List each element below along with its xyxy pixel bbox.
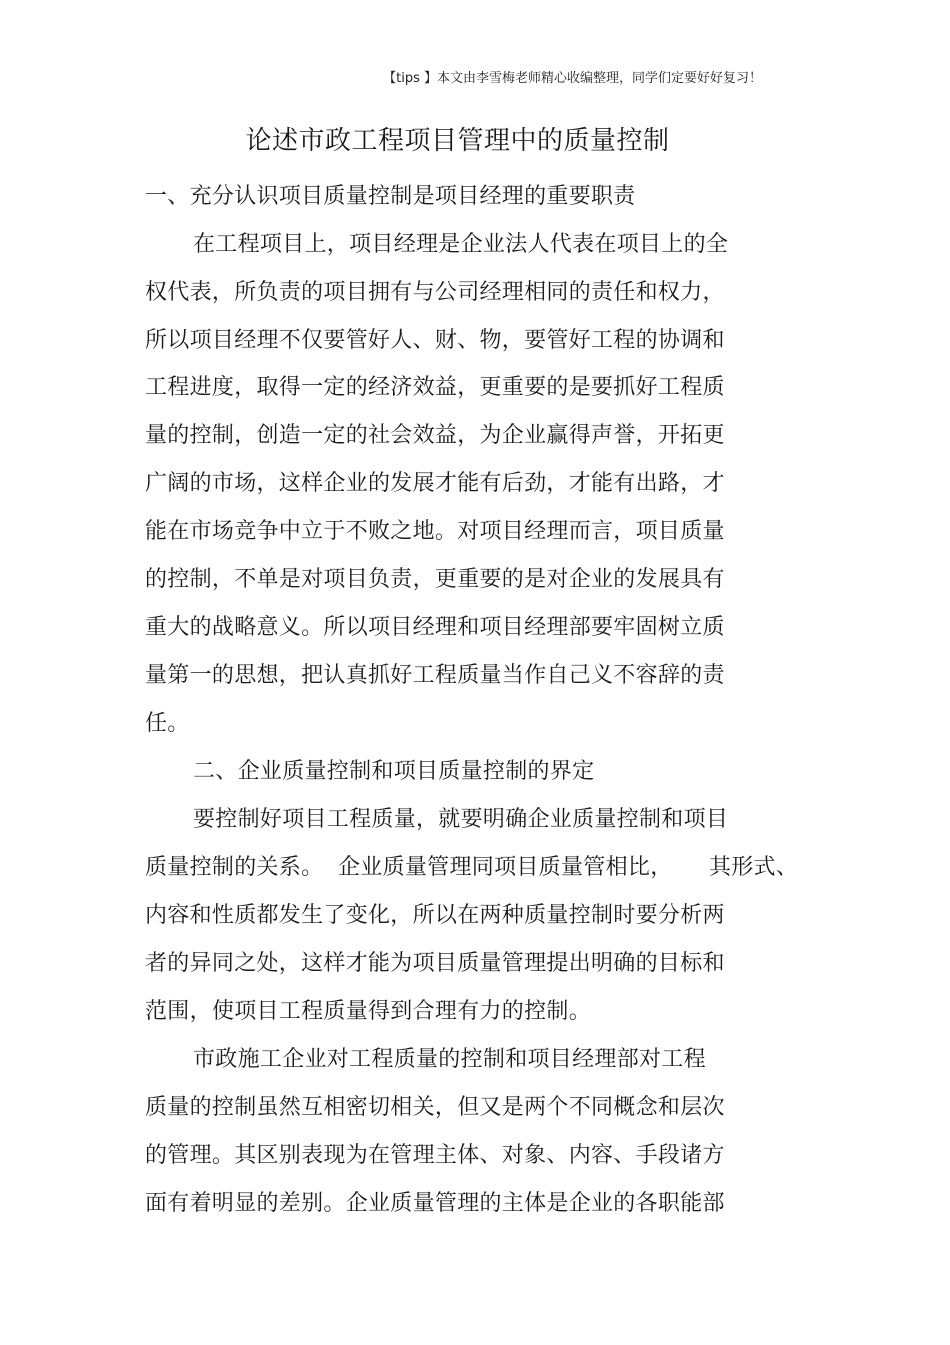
paragraph-2-line: 要控制好项目工程质量，就要明确企业质量控制和项目 xyxy=(193,807,729,832)
paragraph-1-line: 广阔的市场，这样企业的发展才能有后劲，才能有出路，才 xyxy=(145,471,725,496)
paragraph-3-line: 质量的控制虽然互相密切相关，但又是两个不同概念和层次 xyxy=(145,1095,725,1120)
section-heading-1: 一、充分认识项目质量控制是项目经理的重要职责 xyxy=(145,184,636,209)
paragraph-3-line: 的管理。其区别表现为在管理主体、对象、内容、手段诸方 xyxy=(145,1143,725,1168)
tips-note: 【tips 】本文由李雪梅老师精心收编整理，同学们定要好好复习！ xyxy=(383,71,762,86)
paragraph-1-line: 在工程项目上，项目经理是企业法人代表在项目上的全 xyxy=(193,232,729,257)
paragraph-2-line: 者的异同之处，这样才能为项目质量管理提出明确的目标和 xyxy=(145,951,725,976)
paragraph-2-line: 范围，使项目工程质量得到合理有力的控制。 xyxy=(145,999,592,1024)
paragraph-2-line: 内容和性质都发生了变化，所以在两种质量控制时要分析两 xyxy=(145,903,725,928)
paragraph-1-line: 权代表，所负责的项目拥有与公司经理相同的责任和权力， xyxy=(145,280,725,305)
paragraph-1-line: 量的控制，创造一定的社会效益，为企业赢得声誉，开拓更 xyxy=(145,423,725,448)
paragraph-1-line: 任。 xyxy=(145,711,190,736)
paragraph-3-line: 市政施工企业对工程质量的控制和项目经理部对工程 xyxy=(193,1047,706,1072)
paragraph-1-line: 重大的战略意义。所以项目经理和项目经理部要牢固树立质 xyxy=(145,615,725,640)
paragraph-1-line: 能在市场竞争中立于不败之地。对项目经理而言，项目质量 xyxy=(145,519,725,544)
paragraph-1-line: 的控制，不单是对项目负责，更重要的是对企业的发展具有 xyxy=(145,567,725,592)
paragraph-1-line: 所以项目经理不仅要管好人、财、物，要管好工程的协调和 xyxy=(145,328,725,353)
section-heading-2: 二、企业质量控制和项目质量控制的界定 xyxy=(193,759,595,784)
document-title: 论述市政工程项目管理中的质量控制 xyxy=(245,126,670,156)
paragraph-2-line: 质量控制的关系。 企业质量管理同项目质量管相比， 其形式、 xyxy=(145,855,799,880)
paragraph-1-line: 量第一的思想，把认真抓好工程质量当作自己义不容辞的责 xyxy=(145,663,725,688)
paragraph-3-line: 面有着明显的差别。企业质量管理的主体是企业的各职能部 xyxy=(145,1191,725,1216)
paragraph-1-line: 工程进度，取得一定的经济效益，更重要的是要抓好工程质 xyxy=(145,375,725,400)
